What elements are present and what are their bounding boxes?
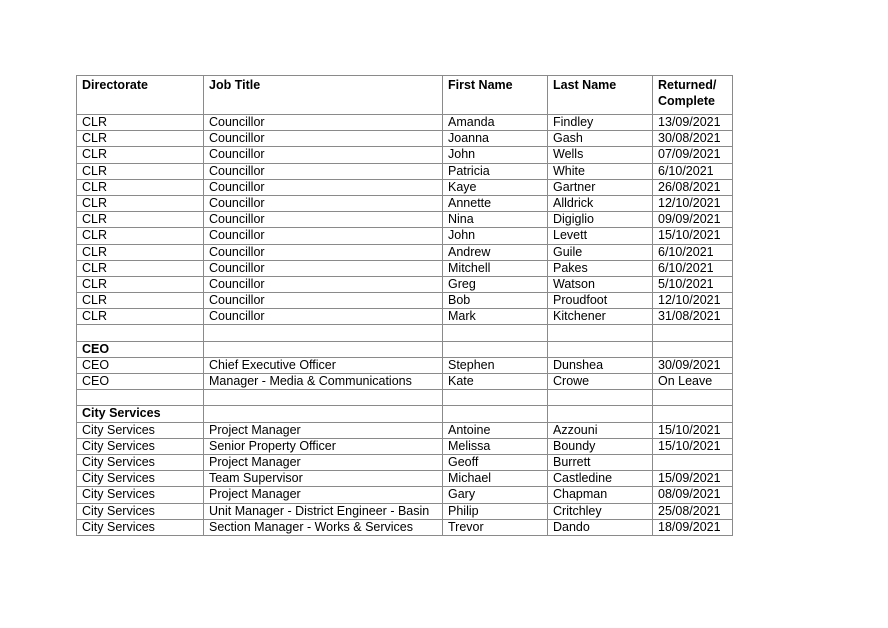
cell-returned-complete: 6/10/2021	[653, 163, 733, 179]
cell-last-name	[548, 325, 653, 341]
cell-last-name	[548, 390, 653, 406]
table-row	[77, 228, 733, 244]
cell-first-name: Mark	[443, 309, 548, 325]
cell-returned-complete: 09/09/2021	[653, 212, 733, 228]
cell-first-name: Annette	[443, 195, 548, 211]
cell-first-name: Joanna	[443, 131, 548, 147]
table-row	[77, 179, 733, 195]
cell-first-name: Amanda	[443, 115, 548, 131]
table-row	[77, 212, 733, 228]
table-row	[77, 503, 733, 519]
cell-last-name: Pakes	[548, 260, 653, 276]
table-row	[77, 260, 733, 276]
cell-job-title: Councillor	[204, 147, 443, 163]
table-row	[77, 244, 733, 260]
cell-first-name: Philip	[443, 503, 548, 519]
cell-returned-complete: 5/10/2021	[653, 276, 733, 292]
cell-first-name: Melissa	[443, 438, 548, 454]
header-last-name: Last Name	[548, 76, 653, 115]
cell-job-title: Councillor	[204, 309, 443, 325]
table-row	[77, 487, 733, 503]
cell-returned-complete: 15/09/2021	[653, 471, 733, 487]
cell-first-name: Greg	[443, 276, 548, 292]
cell-job-title: Councillor	[204, 293, 443, 309]
cell-returned-complete: 13/09/2021	[653, 115, 733, 131]
cell-job-title	[204, 390, 443, 406]
cell-last-name: Watson	[548, 276, 653, 292]
cell-directorate: City Services	[77, 471, 204, 487]
cell-job-title: Councillor	[204, 228, 443, 244]
cell-returned-complete: 15/10/2021	[653, 422, 733, 438]
table-row	[77, 131, 733, 147]
cell-directorate: CLR	[77, 179, 204, 195]
cell-directorate: CLR	[77, 195, 204, 211]
table-row	[77, 422, 733, 438]
cell-job-title: Team Supervisor	[204, 471, 443, 487]
cell-first-name: Michael	[443, 471, 548, 487]
cell-last-name: Chapman	[548, 487, 653, 503]
cell-directorate: CLR	[77, 293, 204, 309]
cell-first-name: John	[443, 147, 548, 163]
cell-last-name: Dunshea	[548, 357, 653, 373]
cell-directorate: City Services	[77, 454, 204, 470]
cell-directorate: CLR	[77, 276, 204, 292]
cell-last-name: Boundy	[548, 438, 653, 454]
cell-first-name: Antoine	[443, 422, 548, 438]
table-row	[77, 471, 733, 487]
cell-returned-complete: 26/08/2021	[653, 179, 733, 195]
table-row	[77, 357, 733, 373]
cell-returned-complete: 6/10/2021	[653, 260, 733, 276]
cell-job-title: Councillor	[204, 131, 443, 147]
table-row	[77, 438, 733, 454]
cell-returned-complete: 15/10/2021	[653, 438, 733, 454]
cell-first-name: Trevor	[443, 519, 548, 535]
cell-first-name: Bob	[443, 293, 548, 309]
cell-last-name: White	[548, 163, 653, 179]
cell-directorate: City Services	[77, 503, 204, 519]
cell-job-title: Councillor	[204, 115, 443, 131]
table-row	[77, 276, 733, 292]
cell-first-name	[443, 406, 548, 422]
cell-last-name: Alldrick	[548, 195, 653, 211]
blank-row	[77, 390, 733, 406]
cell-last-name	[548, 341, 653, 357]
cell-last-name: Azzouni	[548, 422, 653, 438]
cell-job-title: Chief Executive Officer	[204, 357, 443, 373]
cell-last-name: Dando	[548, 519, 653, 535]
cell-first-name: Geoff	[443, 454, 548, 470]
table-row	[77, 454, 733, 470]
cell-job-title: Councillor	[204, 276, 443, 292]
cell-directorate: CEO	[77, 341, 204, 357]
cell-returned-complete: 6/10/2021	[653, 244, 733, 260]
staff-return-table	[76, 75, 733, 536]
cell-last-name: Gash	[548, 131, 653, 147]
cell-directorate: CLR	[77, 228, 204, 244]
cell-job-title: Project Manager	[204, 487, 443, 503]
cell-job-title: Councillor	[204, 195, 443, 211]
cell-job-title	[204, 341, 443, 357]
cell-first-name: Kaye	[443, 179, 548, 195]
header-directorate: Directorate	[77, 76, 204, 115]
cell-directorate: CLR	[77, 115, 204, 131]
cell-last-name: Castledine	[548, 471, 653, 487]
cell-job-title: Project Manager	[204, 422, 443, 438]
cell-directorate: CLR	[77, 244, 204, 260]
cell-returned-complete	[653, 390, 733, 406]
cell-last-name: Burrett	[548, 454, 653, 470]
cell-first-name	[443, 390, 548, 406]
cell-directorate: City Services	[77, 422, 204, 438]
table-row	[77, 147, 733, 163]
cell-last-name: Wells	[548, 147, 653, 163]
cell-last-name: Guile	[548, 244, 653, 260]
cell-first-name: Patricia	[443, 163, 548, 179]
cell-job-title: Unit Manager - District Engineer - Basin	[204, 503, 443, 519]
cell-returned-complete: 25/08/2021	[653, 503, 733, 519]
cell-returned-complete: 30/09/2021	[653, 357, 733, 373]
cell-first-name: Andrew	[443, 244, 548, 260]
cell-job-title	[204, 325, 443, 341]
table-row	[77, 519, 733, 535]
cell-first-name: Stephen	[443, 357, 548, 373]
cell-returned-complete	[653, 454, 733, 470]
cell-directorate: CLR	[77, 309, 204, 325]
cell-job-title: Councillor	[204, 163, 443, 179]
header-first-name: First Name	[443, 76, 548, 115]
cell-returned-complete	[653, 406, 733, 422]
cell-directorate: CLR	[77, 131, 204, 147]
cell-last-name: Gartner	[548, 179, 653, 195]
cell-directorate: City Services	[77, 438, 204, 454]
cell-returned-complete: 30/08/2021	[653, 131, 733, 147]
cell-directorate: City Services	[77, 519, 204, 535]
cell-job-title	[204, 406, 443, 422]
table-body	[77, 115, 733, 536]
cell-directorate	[77, 390, 204, 406]
cell-last-name: Levett	[548, 228, 653, 244]
cell-returned-complete: 15/10/2021	[653, 228, 733, 244]
table-row	[77, 115, 733, 131]
cell-last-name: Critchley	[548, 503, 653, 519]
cell-returned-complete: 31/08/2021	[653, 309, 733, 325]
cell-first-name	[443, 325, 548, 341]
table-row	[77, 195, 733, 211]
cell-directorate: CEO	[77, 374, 204, 390]
cell-returned-complete	[653, 325, 733, 341]
cell-job-title: Senior Property Officer	[204, 438, 443, 454]
blank-row	[77, 325, 733, 341]
cell-directorate: City Services	[77, 487, 204, 503]
cell-directorate: CLR	[77, 147, 204, 163]
section-header-row	[77, 406, 733, 422]
cell-first-name: Gary	[443, 487, 548, 503]
cell-job-title: Councillor	[204, 244, 443, 260]
cell-directorate: CLR	[77, 163, 204, 179]
cell-directorate: CLR	[77, 212, 204, 228]
cell-directorate: CEO	[77, 357, 204, 373]
cell-first-name: John	[443, 228, 548, 244]
header-returned-complete: Returned/ Complete	[653, 76, 733, 115]
cell-last-name: Digiglio	[548, 212, 653, 228]
cell-returned-complete: On Leave	[653, 374, 733, 390]
cell-last-name	[548, 406, 653, 422]
table-row	[77, 309, 733, 325]
cell-job-title: Manager - Media & Communications	[204, 374, 443, 390]
cell-first-name: Mitchell	[443, 260, 548, 276]
cell-last-name: Kitchener	[548, 309, 653, 325]
cell-first-name	[443, 341, 548, 357]
header-job-title: Job Title	[204, 76, 443, 115]
cell-returned-complete: 07/09/2021	[653, 147, 733, 163]
cell-directorate: CLR	[77, 260, 204, 276]
cell-job-title: Councillor	[204, 260, 443, 276]
table-header-row	[77, 76, 733, 115]
section-header-row	[77, 341, 733, 357]
cell-first-name: Kate	[443, 374, 548, 390]
cell-returned-complete	[653, 341, 733, 357]
cell-job-title: Councillor	[204, 179, 443, 195]
cell-directorate	[77, 325, 204, 341]
cell-returned-complete: 12/10/2021	[653, 293, 733, 309]
cell-job-title: Councillor	[204, 212, 443, 228]
cell-last-name: Crowe	[548, 374, 653, 390]
cell-job-title: Project Manager	[204, 454, 443, 470]
cell-job-title: Section Manager - Works & Services	[204, 519, 443, 535]
cell-returned-complete: 08/09/2021	[653, 487, 733, 503]
cell-returned-complete: 12/10/2021	[653, 195, 733, 211]
table-row	[77, 293, 733, 309]
table-row	[77, 374, 733, 390]
cell-directorate: City Services	[77, 406, 204, 422]
table-row	[77, 163, 733, 179]
cell-last-name: Findley	[548, 115, 653, 131]
cell-last-name: Proudfoot	[548, 293, 653, 309]
cell-first-name: Nina	[443, 212, 548, 228]
cell-returned-complete: 18/09/2021	[653, 519, 733, 535]
